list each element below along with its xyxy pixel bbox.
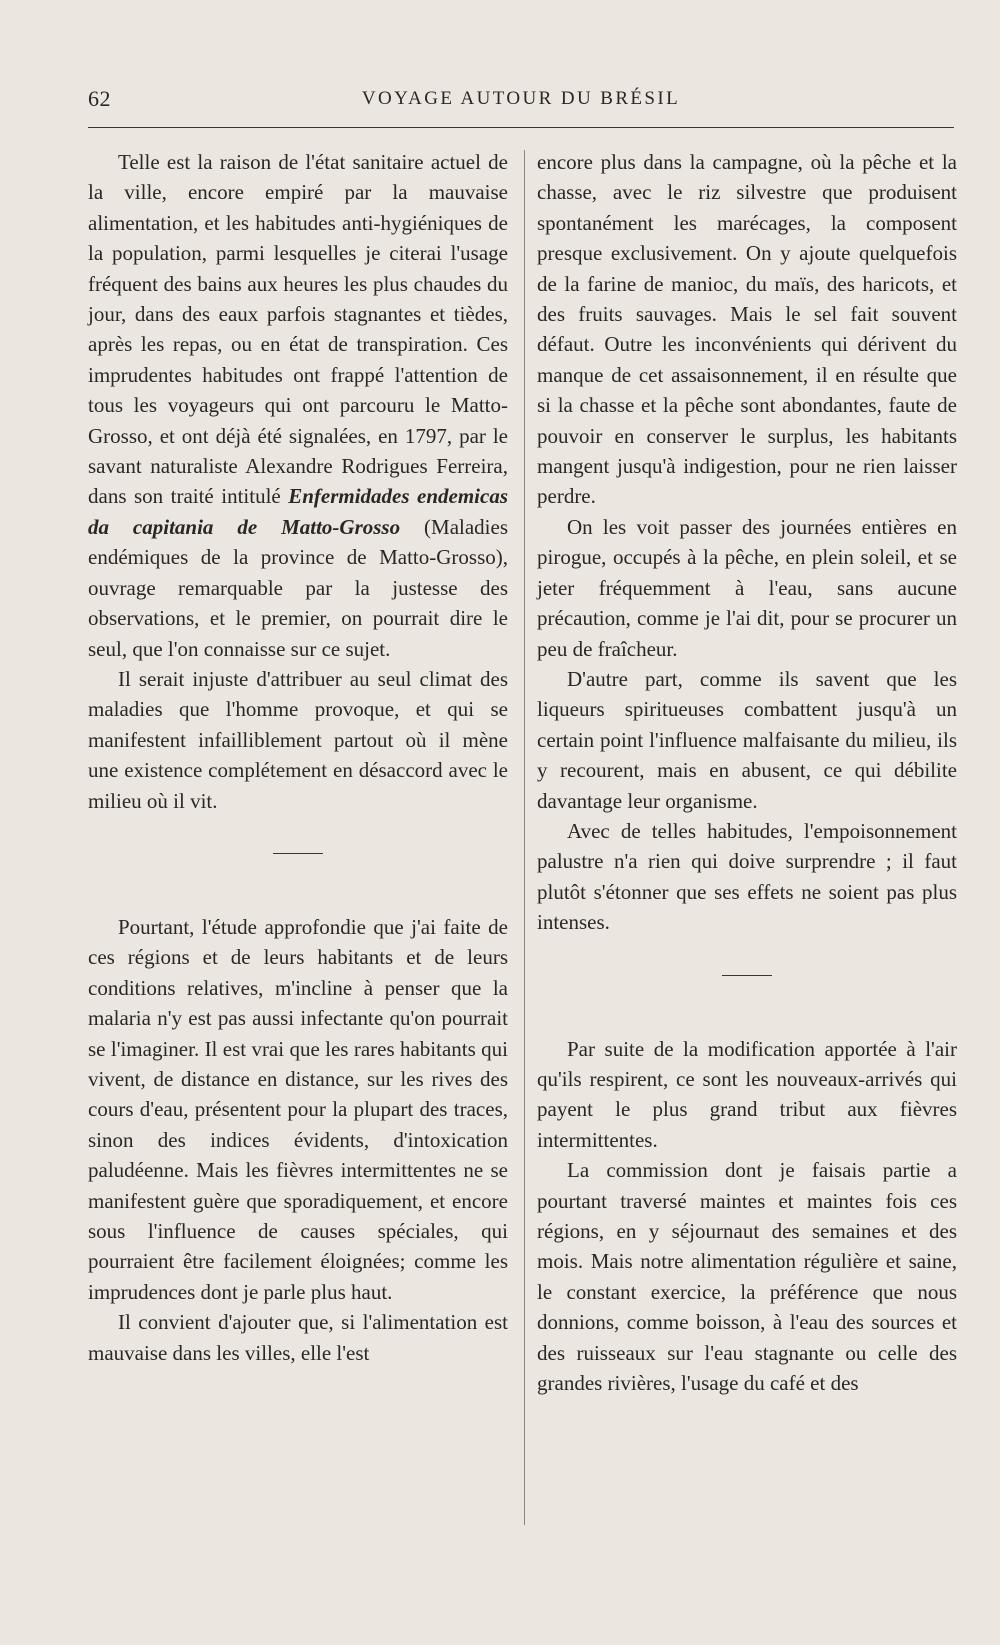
section-separator: [273, 853, 323, 854]
paragraph: Il serait injuste d'attribuer au seul climat des maladies que l'homme provoque, et qui se manifestent infailliblement partout où il mène une existence complétement en désaccord avec le milieu où il vit.: [88, 666, 508, 813]
paragraph-text: (Maladies endémiques de la province de Matto-Grosso), ouvrage remarquable par la justesse des observations, et le premier, on pourrait dire le seul, que l'on connaisse sur ce sujet.: [88, 514, 508, 661]
paragraph: On les voit passer des journées entières en pirogue, occupés à la pêche, en plein soleil, et se jeter fréquemment à l'eau, sans aucune précaution, comme je l'ai dit, pour se procurer un peu de fraîcheur.: [537, 514, 957, 661]
paragraph: Avec de telles habitudes, l'empoisonnement palustre n'a rien qui doive surprendre ; il faut plutôt s'étonner que ses effets ne soient pas plus intenses.: [537, 818, 957, 935]
paragraph: [88, 147, 508, 664]
paragraph-text: Telle est la raison de l'état sanitaire actuel de la ville, encore empiré par la mauvaise alimentation, et les habitudes anti-hygiéniques de la population, parmi lesquelles je citerai l'usage fréquent des bains aux heures les plus chaudes du jour, dans des eaux parfois stagnantes et tièdes, après les repas, ou en état de transpiration. Ces imprudentes habitudes ont frappé l'attention de tous les voyageurs qui ont parcouru le Matto-Grosso, et ont déjà été signalées, en 1797, par le savant naturaliste Alexandre Rodrigues Ferreira, dans son traité intitulé: [88, 150, 508, 509]
paragraph-continued: encore plus dans la campagne, où la pêche et la chasse, avec le riz silvestre que produisent spontanément les marécages, la composent presque exclusivement. On y ajoute quelquefois de la farine de manioc, du maïs, des haricots, et des fruits sauvages. Mais le sel fait souvent défaut. Outre les inconvénients qui dérivent du manque de cet assaisonnement, il en résulte que si la chasse et la pêche sont abondantes, faute de pouvoir en conserver le surplus, les habitants mangent jusqu'à indigestion, pour ne rien laisser perdre.: [537, 150, 957, 509]
column-divider: [524, 150, 525, 1525]
paragraph: Il convient d'ajouter que, si l'alimentation est mauvaise dans les villes, elle l'est: [88, 1310, 508, 1365]
page-number: 62: [88, 86, 111, 111]
paragraph: La commission dont je faisais partie a pourtant traversé maintes et maintes fois ces régions, en y séjournaut des semaines et des mois. Mais notre alimentation régulière et saine, le constant exercice, la préférence que nous donnions, comme boisson, à l'eau des sources et des ruisseaux sur l'eau stagnante ou celle des grandes rivières, l'usage du café et des: [537, 1158, 957, 1396]
section-separator: [722, 975, 772, 976]
running-head: [88, 86, 954, 116]
running-title: VOYAGE AUTOUR DU BRÉSIL: [361, 88, 681, 109]
header-rule: [88, 127, 954, 128]
right-column: [537, 147, 957, 1398]
paragraph: Pourtant, l'étude approfondie que j'ai faite de ces régions et de leurs habitants et de leurs conditions relatives, m'incline à penser que la malaria n'y est pas aussi infectante qu'on pourrait se l'imaginer. Il est vrai que les rares habitants qui vivent, de distance en distance, sur les rives des cours d'eau, présentent pour la plupart des traces, sinon des indices évidents, d'intoxication paludéenne. Mais les fièvres intermittentes ne se manifestent guère que sporadiquement, et encore sous l'influence de causes spéciales, qui pourraient être facilement éloignées; comme les imprudences dont je parle plus haut.: [88, 914, 508, 1304]
book-title: Enfermidades endemicas da capitania de Matto-Grosso: [88, 484, 508, 539]
paragraph: D'autre part, comme ils savent que les liqueurs spiritueuses combattent jusqu'à un certain point l'influence malfaisante du milieu, ils y recourent, mais en abusent, ce qui débilite davantage leur organisme.: [537, 666, 957, 813]
left-column: [88, 147, 508, 1368]
paragraph: Par suite de la modification apportée à l'air qu'ils respirent, ce sont les nouveaux-arrivés qui payent le plus grand tribut aux fièvres intermittentes.: [537, 1036, 957, 1152]
